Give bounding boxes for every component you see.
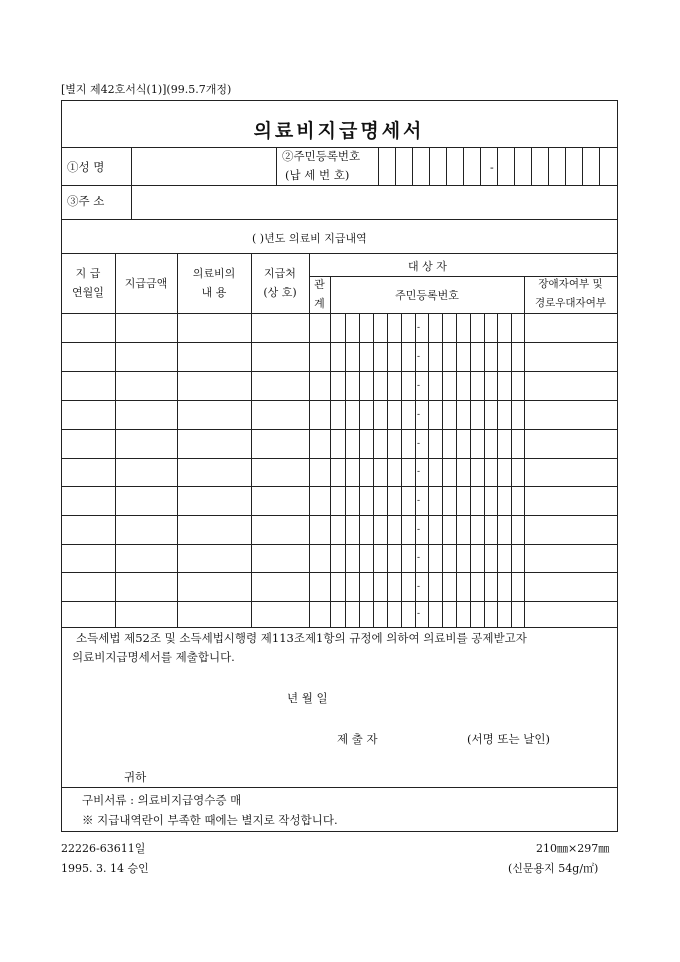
- rrn-cell-divider: [514, 147, 515, 185]
- table-row-rrn-dash: -: [417, 609, 421, 619]
- rrn-cell-divider: [415, 313, 416, 627]
- table-row-divider: [61, 458, 618, 459]
- col-date-line1: 지 급: [75, 267, 101, 280]
- col-payee-line2: (상 호): [263, 286, 297, 299]
- table-row-rrn-dash: -: [417, 496, 421, 506]
- tax-number-label: (납 세 번 호): [285, 168, 350, 182]
- form-title: 의료비지급명세서: [253, 120, 425, 142]
- rrn-cell-divider: [497, 313, 498, 627]
- table-row-rrn-dash: -: [417, 582, 421, 592]
- col-payee-line1: 지급처: [264, 267, 296, 280]
- table-row-rrn-dash: -: [417, 525, 421, 535]
- col-sep-payee: [251, 253, 252, 627]
- col-target: 대 상 자: [408, 260, 447, 273]
- rrn-label-left: [276, 147, 277, 185]
- table-row-divider: [61, 572, 618, 573]
- col-sep-amount: [115, 253, 116, 627]
- title-divider: [61, 147, 618, 148]
- col-target-rrn: 주민등록번호: [395, 289, 459, 302]
- name-label: ①성 명: [67, 160, 105, 174]
- rrn-cell-divider: [511, 313, 512, 627]
- name-row-divider: [61, 185, 618, 186]
- col-disabled-line1: 장애자여부 및: [538, 278, 603, 290]
- header-label-divider: [131, 147, 132, 219]
- table-row-rrn-dash: -: [417, 323, 421, 333]
- rrn-dash: -: [490, 161, 494, 174]
- rrn-cell-divider: [442, 313, 443, 627]
- table-row-rrn-dash: -: [417, 352, 421, 362]
- rrn-cell-divider: [463, 147, 464, 185]
- rrn-cell-divider: [428, 313, 429, 627]
- rrn-cell-divider: [456, 313, 457, 627]
- note-label: ※ 지급내역란이 부족한 때에는 별지로 작성합니다.: [82, 813, 338, 827]
- col-sep-target: [309, 253, 310, 627]
- rrn-cell-divider: [429, 147, 430, 185]
- section-title: ( )년도 의료비 지급내역: [252, 232, 367, 245]
- table-row-rrn-dash: -: [417, 381, 421, 391]
- section-divider: [61, 253, 618, 254]
- table-row-divider: [61, 544, 618, 545]
- rrn-cell-divider: [497, 147, 498, 185]
- date-line: 년 월 일: [287, 691, 328, 705]
- table-row-rrn-dash: -: [417, 467, 421, 477]
- declaration-line2: 의료비지급명세서를 제출합니다.: [72, 650, 235, 664]
- form-code: [별지 제42호서식(1)](99.5.7개정): [61, 83, 232, 96]
- address-row-divider: [61, 219, 618, 220]
- rrn-cell-divider: [345, 313, 346, 627]
- rrn-cell-divider: [395, 147, 396, 185]
- table-row-divider: [61, 429, 618, 430]
- table-row-divider: [61, 400, 618, 401]
- address-label: ③주 소: [67, 194, 105, 208]
- table-bottom-divider: [61, 627, 618, 628]
- rrn-cell-divider: [582, 147, 583, 185]
- table-row-rrn-dash: -: [417, 439, 421, 449]
- rrn-cell-divider: [373, 313, 374, 627]
- form-border-bottom: [61, 831, 618, 832]
- footer-paper-type: (신문용지 54g/㎡): [508, 862, 599, 875]
- footer-approval-number: 22226-63611일: [61, 842, 146, 855]
- form-border-right: [617, 100, 618, 832]
- col-content-line2: 내 용: [201, 286, 227, 299]
- rrn-cell-divider: [565, 147, 566, 185]
- attachments-divider: [61, 787, 618, 788]
- rrn-cell-divider: [412, 147, 413, 185]
- target-header-divider: [309, 276, 618, 277]
- column-header-divider: [61, 313, 618, 314]
- recipient-label: 귀하: [124, 770, 147, 784]
- col-sep-content: [177, 253, 178, 627]
- declaration-line1: 소득세법 제52조 및 소득세법시행령 제113조제1항의 규정에 의하여 의료비를 공제받고자: [76, 631, 527, 645]
- footer-paper-size: 210㎜×297㎜: [536, 842, 610, 855]
- col-relation-line2: 계: [314, 297, 325, 310]
- col-disabled-line2: 경로우대자여부: [534, 297, 606, 309]
- rrn-cell-divider: [599, 147, 600, 185]
- footer-approval-date: 1995. 3. 14 승인: [61, 862, 149, 875]
- attachments-label: 구비서류 : 의료비지급영수증 매: [82, 793, 242, 807]
- form-border-left: [61, 100, 62, 832]
- rrn-cell-divider: [531, 147, 532, 185]
- table-row-divider: [61, 342, 618, 343]
- rrn-cell-divider: [387, 313, 388, 627]
- rrn-cell-divider: [470, 313, 471, 627]
- rrn-cell-divider: [480, 147, 481, 185]
- table-row-divider: [61, 486, 618, 487]
- rrn-cell-divider: [484, 313, 485, 627]
- col-content-line1: 의료비의: [192, 267, 236, 280]
- rrn-cell-divider: [359, 313, 360, 627]
- rrn-label: ②주민등록번호: [282, 149, 361, 163]
- col-sep-disabled: [524, 276, 525, 627]
- rrn-cell-divider: [446, 147, 447, 185]
- table-row-divider: [61, 601, 618, 602]
- col-date-line2: 연월일: [72, 286, 104, 299]
- table-row-divider: [61, 371, 618, 372]
- table-row-divider: [61, 515, 618, 516]
- rrn-label-right: [378, 147, 379, 185]
- rrn-cell-divider: [401, 313, 402, 627]
- signature-label: (서명 또는 날인): [467, 732, 550, 746]
- col-amount: 지급금액: [124, 277, 168, 290]
- table-row-rrn-dash: -: [417, 410, 421, 420]
- col-relation-line1: 관: [314, 278, 325, 291]
- submitter-label: 제 출 자: [337, 732, 378, 746]
- table-row-rrn-dash: -: [417, 553, 421, 563]
- rrn-cell-divider: [548, 147, 549, 185]
- form-border-top: [61, 100, 618, 101]
- col-sep-relation: [330, 276, 331, 627]
